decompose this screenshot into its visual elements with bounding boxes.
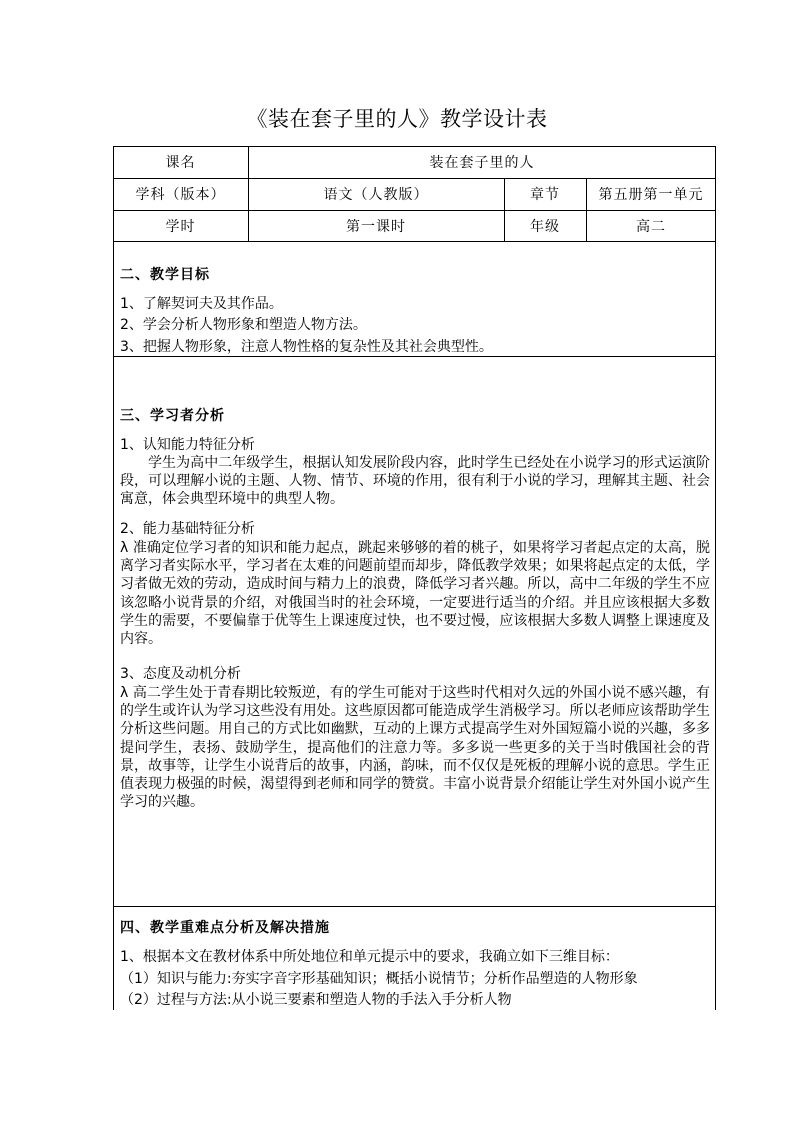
cognitive-title: 1、认知能力特征分析	[120, 437, 255, 453]
course-label: 课名	[165, 155, 196, 171]
attitude-text: λ 高二学生处于青春期比较叛逆，有的学生可能对于这些时代相对久远的外国小说不感兴趣，有的学生或许认为学习这些没有用处。这些原因都可能造成学生消极学习。所以老师应该帮助学生分析这些问题。用自己的方式比如幽默，互动的上课方式提高学生对外国短篇小说的兴趣，多多提问学生，表扬、鼓励学生，提高他们的注意力等。多多说一些更多的关于当时俄国社会的背景，故事等，让学生小说背后的故事，内涵，韵味，而不仅仅是死板的理解小说的意思。学生正值表现力极强的时候，渴望得到老师和同学的赞赏。丰富小说背景介绍能让学生对外国小说产生学习的兴趣。	[120, 685, 710, 811]
ability-title: 2、能力基础特征分析	[120, 521, 255, 537]
grade-value: 高二	[636, 218, 666, 235]
goal-item: 1、了解契诃夫及其作品。	[120, 296, 283, 312]
table-divider	[113, 241, 716, 242]
table-divider	[113, 356, 716, 357]
course-value: 装在套子里的人	[429, 155, 535, 171]
goals-heading: 二、教学目标	[120, 267, 210, 283]
period-label: 学时	[165, 218, 196, 235]
goal-item: 2、学会分析人物形象和塑造人物方法。	[120, 317, 367, 333]
chapter-value: 第五册第一单元	[598, 187, 704, 203]
table-divider	[113, 906, 716, 907]
document-title: 《装在套子里的人》教学设计表	[246, 107, 548, 131]
ability-text: λ 准确定位学习者的知识和能力起点，跳起来够够的着的桃子，如果将学习者起点定的太高，脱离学习者实际水平，学习者在太难的问题前望而却步，降低教学效果；如果将起点定的太低，学习者做无效的劳动，造成时间与精力上的浪费，降低学习者兴趣。所以，高中二年级的学生不应该忽略小说背景的介绍，对俄国当时的社会环境，一定要进行适当的介绍。并且应该根据大多数学生的需要，不要偏靠于优等生上课速度过快，也不要过慢，应该根据大多数人调整上课速度及内容。	[120, 540, 710, 648]
goal-item: 3、把握人物形象，注意人物性格的复杂性及其社会典型性。	[120, 339, 493, 355]
subject-value: 语文（人教版）	[323, 187, 429, 203]
keypoint-item: （1）知识与能力:夯实字音字形基础知识；概括小说情节；分析作品塑造的人物形象	[120, 971, 638, 987]
chapter-label: 章节	[530, 187, 560, 203]
subject-label: 学科（版本）	[135, 187, 226, 203]
keypoints-heading: 四、教学重难点分析及解决措施	[120, 920, 330, 936]
keypoints-intro: 1、根据本文在教材体系中所处地位和单元提示中的要求，我确立如下三维目标：	[120, 949, 619, 965]
learners-heading: 三、学习者分析	[120, 408, 225, 424]
period-value: 第一课时	[346, 218, 406, 235]
cognitive-text: 学生为高中二年级学生，根据认知发展阶段内容，此时学生已经处在小说学习的形式运演阶段，可以理解小说的主题、人物、情节、环境的作用，很有利于小说的学习，理解其主题、社会寓意，体会典型环境中的典型人物。	[120, 455, 710, 508]
attitude-title: 3、态度及动机分析	[120, 666, 241, 682]
grade-label: 年级	[530, 218, 560, 235]
keypoint-item: （2）过程与方法:从小说三要素和塑造人物的手法入手分析人物	[120, 992, 512, 1008]
